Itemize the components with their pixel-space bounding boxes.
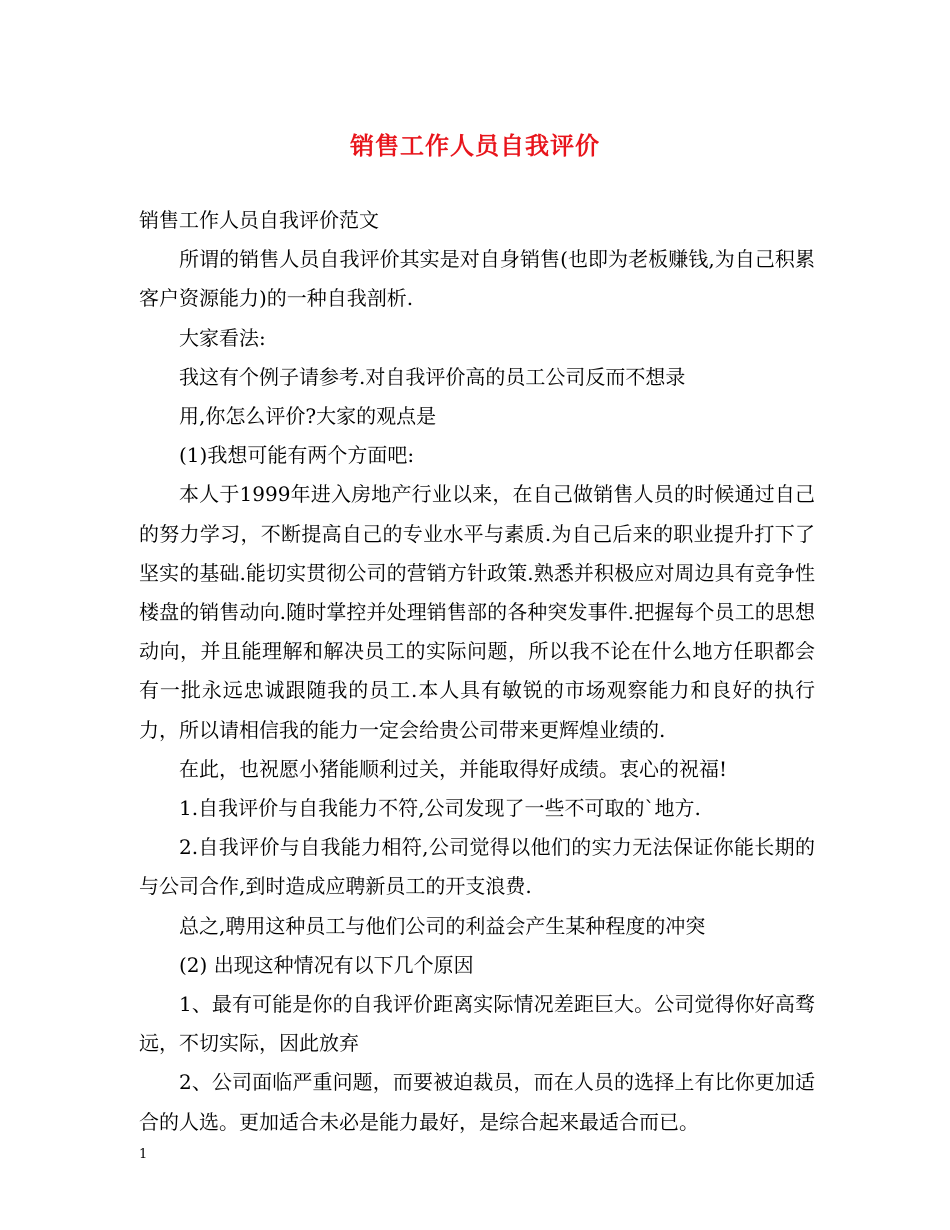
paragraph: 2、公司面临严重问题，而要被迫裁员，而在人员的选择上有比你更加适合的人选。更加适合未必是能力最好，是综合起来最适合而已。 bbox=[139, 1070, 815, 1134]
paragraph: 总之,聘用这种员工与他们公司的利益会产生某种程度的冲突 bbox=[179, 913, 706, 938]
paragraph: 在此，也祝愿小猪能顺利过关，并能取得好成绩。衷心的祝福! bbox=[179, 756, 728, 781]
document-body bbox=[139, 201, 815, 1142]
paragraph: 2.自我评价与自我能力相符,公司觉得以他们的实力无法保证你能长期的与公司合作,到时造成应聘新员工的开支浪费. bbox=[139, 835, 815, 899]
paragraph: (2) 出现这种情况有以下几个原因 bbox=[179, 952, 474, 977]
page-number: 1 bbox=[139, 1147, 148, 1162]
paragraph: 用,你怎么评价?大家的观点是 bbox=[179, 404, 437, 429]
document-title: 销售工作人员自我评价 bbox=[350, 131, 600, 160]
paragraph: 我这有个例子请参考.对自我评价高的员工公司反而不想录 bbox=[179, 364, 686, 389]
paragraph: 本人于1999年进入房地产行业以来，在自己做销售人员的时候通过自己的努力学习，不断提高自己的专业水平与素质.为自己后来的职业提升打下了坚实的基础.能切实贯彻公司的营销方针政策.熟悉并积极应对周边具有竞争性楼盘的销售动向.随时掌控并处理销售部的各种突发事件.把握每个员工的思想动向，并且能理解和解决员工的实际问题，所以我不论在什么地方任职都会有一批永远忠诚跟随我的员工.本人具有敏锐的市场观察能力和良好的执行力，所以请相信我的能力一定会给贵公司带来更辉煌业绩的. bbox=[139, 482, 815, 742]
paragraph: 所谓的销售人员自我评价其实是对自身销售(也即为老板赚钱,为自己积累客户资源能力)的一种自我剖析. bbox=[139, 247, 815, 311]
paragraph: 1.自我评价与自我能力不符,公司发现了一些不可取的`地方. bbox=[179, 796, 701, 821]
paragraph: 大家看法: bbox=[179, 325, 266, 350]
paragraph: (1)我想可能有两个方面吧: bbox=[179, 443, 415, 468]
paragraph: 1、最有可能是你的自我评价距离实际情况差距巨大。公司觉得你好高骛远，不切实际，因此放弃 bbox=[139, 992, 815, 1056]
paragraph: 销售工作人员自我评价范文 bbox=[139, 208, 379, 232]
